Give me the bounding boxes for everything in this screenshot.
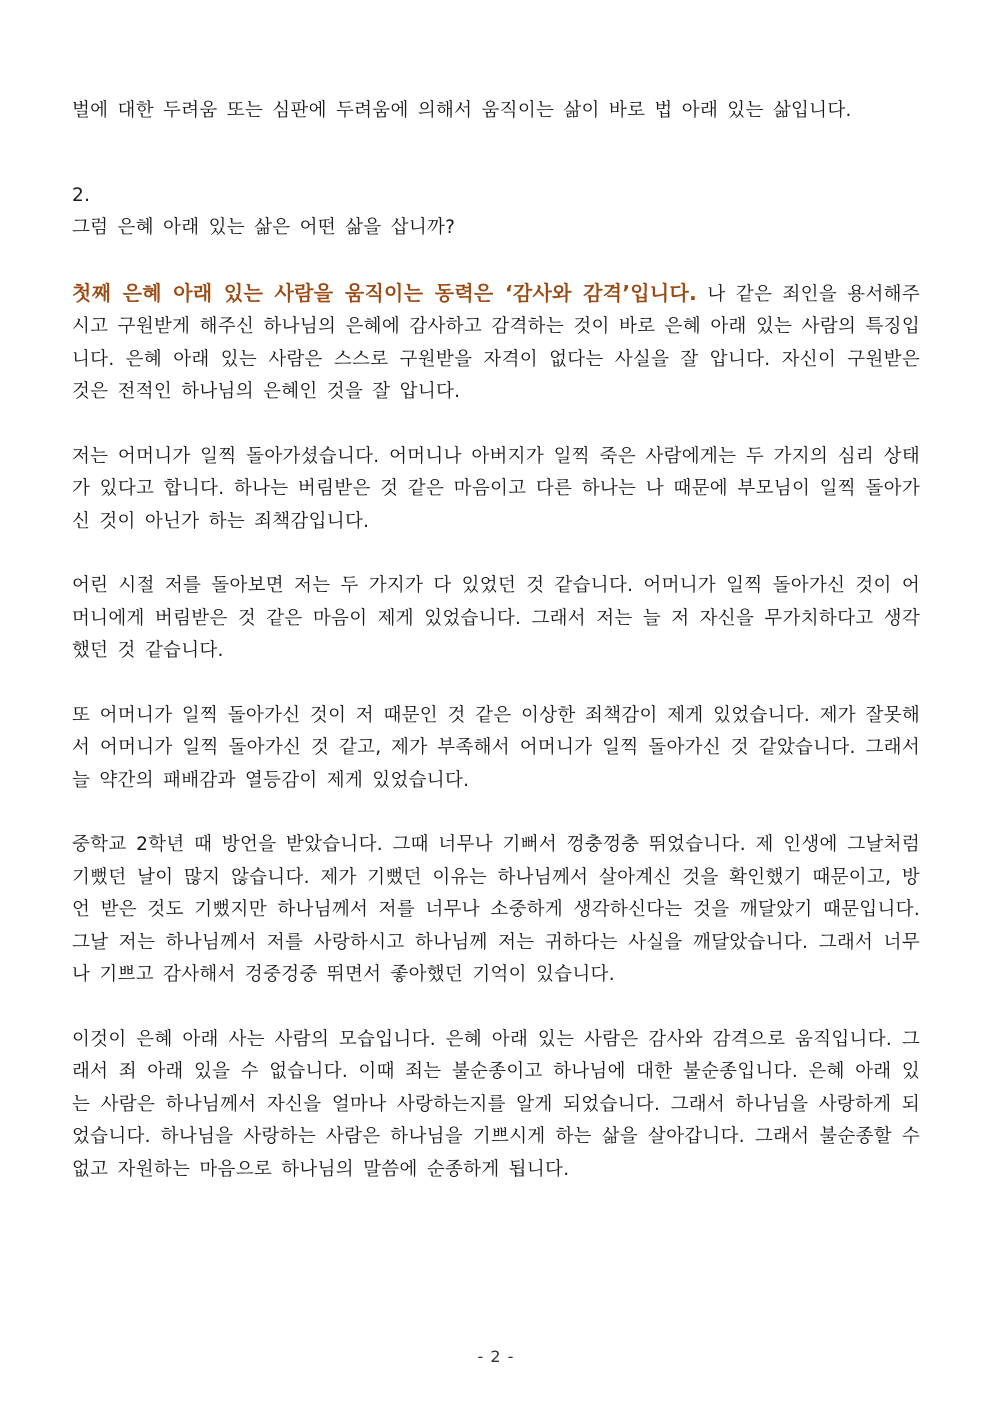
spacer bbox=[72, 160, 920, 180]
paragraph-guilt: 또 어머니가 일찍 돌아가신 것이 저 때문인 것 같은 이상한 죄책감이 제게 있었습니다. 제가 잘못해서 어머니가 일찍 돌아가신 것 같고, 제가 부족해서 어머니가 일찍 돌아가신 것 같았습니다. 그래서 늘 약간의 패배감과 열등감이 제게 있었습니다. bbox=[72, 704, 920, 791]
paragraph-law-fear: 벌에 대한 두려움 또는 심판에 두려움에 의해서 움직이는 삶이 바로 법 아래 있는 삶입니다. bbox=[72, 100, 852, 121]
document-body bbox=[72, 95, 920, 1218]
section-question: 그럼 은혜 아래 있는 삶은 어떤 삶을 삽니까? bbox=[72, 217, 456, 238]
highlight-heading: 첫째 은혜 아래 있는 사람을 움직이는 동력은 ‘감사와 감격’입니다. bbox=[72, 280, 698, 305]
paragraph-childhood: 어린 시절 저를 돌아보면 저는 두 가지가 다 있었던 것 같습니다. 어머니가 일찍 돌아가신 것이 어머니에게 버림받은 것 같은 마음이 제게 있었습니다. 그래서 저는 늘 저 자신을 무가치하다고 생각했던 것 같습니다. bbox=[72, 575, 920, 661]
paragraph-grace-life: 이것이 은혜 아래 사는 사람의 모습입니다. 은혜 아래 있는 사람은 감사와 감격으로 움직입니다. 그래서 죄 아래 있을 수 없습니다. 이때 죄는 불순종이고 하나님에 대한 불순종입니다. 은혜 아래 있는 사람은 하나님께서 자신을 얼마나 사랑하는지를 알게 되었습니다. 그래서 하나님을 사랑하게 되었습니다. 하나님을 사랑하는 사람은 하나님을 기쁘시게 하는 삶을 살아갑니다. 그래서 불순종할 수 없고 자원하는 마음으로 하나님의 말씀에 순종하게 됩니다. bbox=[72, 1028, 920, 1180]
page-number: - 2 - bbox=[477, 1347, 515, 1366]
paragraph-mother: 저는 어머니가 일찍 돌아가셨습니다. 어머니나 아버지가 일찍 죽은 사람에게는 두 가지의 심리 상태가 있다고 합니다. 하나는 버림받은 것 같은 마음이고 다른 하나는 나 때문에 부모님이 일찍 돌아가신 것이 아닌가 하는 죄책감입니다. bbox=[72, 445, 920, 532]
section-number: 2. bbox=[72, 184, 91, 206]
paragraph-first-point bbox=[72, 277, 920, 409]
paragraph-first-point-body: 나 같은 죄인을 용서해주시고 구원받게 해주신 하나님의 은혜에 감사하고 감격하는 것이 바로 은혜 아래 있는 사람의 특징입니다. 은혜 아래 있는 사람은 스스로 구원받을 자격이 없다는 사실을 잘 압니다. 자신이 구원받은 것은 전적인 하나님의 은혜인 것을 잘 압니다. bbox=[72, 283, 920, 402]
paragraph-tongues: 중학교 2학년 때 방언을 받았습니다. 그때 너무나 기뻐서 껑충껑충 뛰었습니다. 제 인생에 그날처럼 기뻤던 날이 많지 않습니다. 제가 기뻤던 이유는 하나님께서 살아계신 것을 확인했기 때문이고, 방언 받은 것도 기뻤지만 하나님께서 저를 너무나 소중하게 생각하신다는 것을 깨달았기 때문입니다. 그날 저는 하나님께서 저를 사랑하시고 하나님께 저는 귀하다는 사실을 깨달았습니다. 그래서 너무나 기쁘고 감사해서 겅중겅중 뛰면서 좋아했던 기억이 있습니다. bbox=[72, 834, 920, 985]
